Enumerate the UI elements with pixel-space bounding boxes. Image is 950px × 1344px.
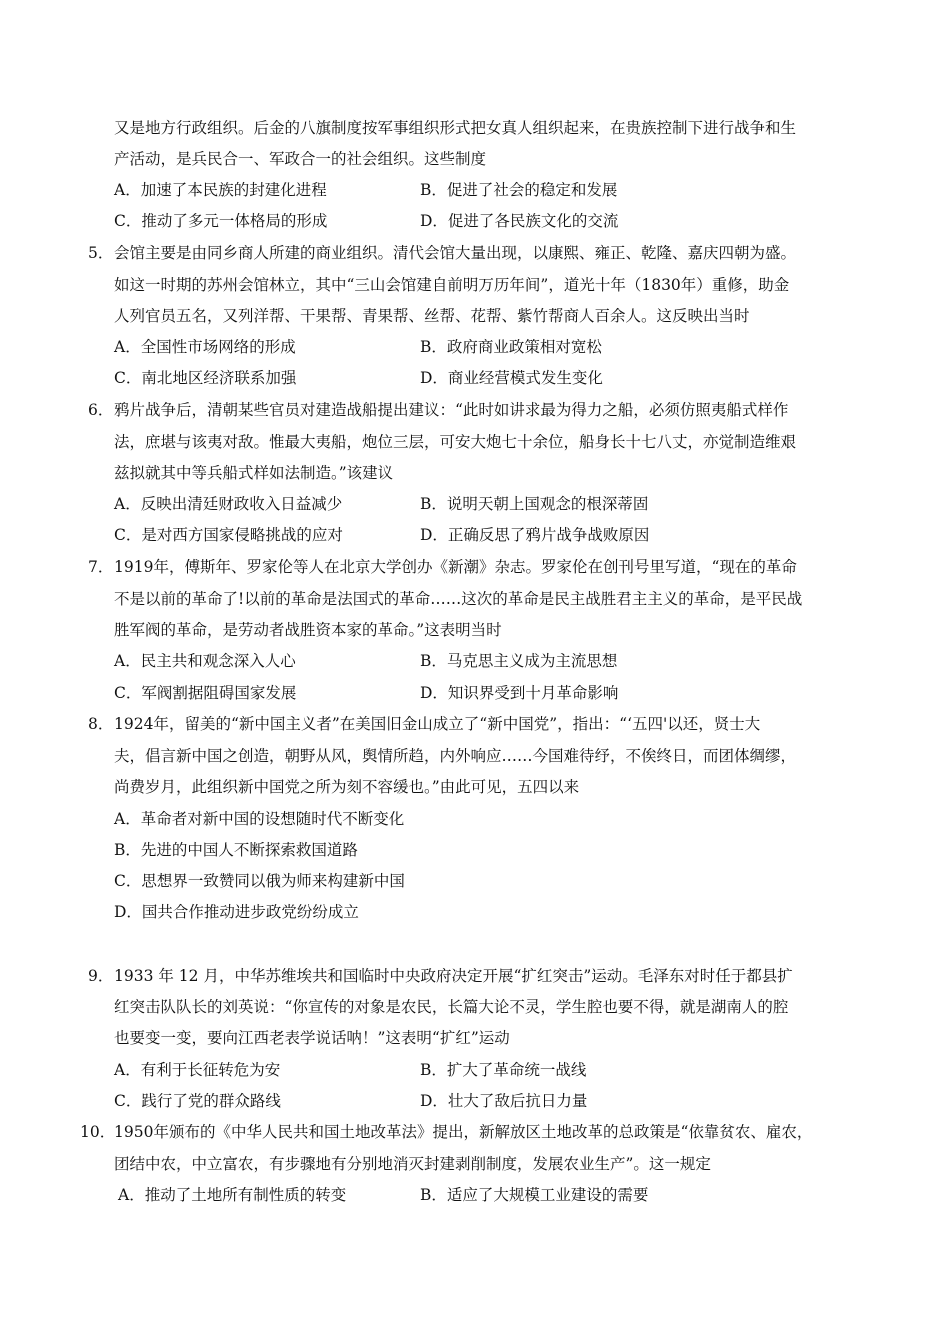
q6-option-b[interactable]: B．说明天朝上国观念的根深蒂固 bbox=[420, 495, 649, 513]
q8-line-3: 尚费岁月，此组织新中国党之所为刻不容缓也。”由此可见，五四以来 bbox=[114, 778, 580, 796]
q5-line-2: 如这一时期的苏州会馆林立，其中“三山会馆建自前明万历年间”，道光十年（1830年）重修，助金 bbox=[114, 276, 790, 294]
q7-option-b[interactable]: B．马克思主义成为主流思想 bbox=[420, 652, 618, 670]
q8-line-2: 夫，倡言新中国之创造，朝野从风，舆情所趋，内外响应……今国难待纾，不俟终日，而团体绸缪， bbox=[114, 747, 797, 765]
q9-option-b[interactable]: B．扩大了革命统一战线 bbox=[420, 1061, 587, 1079]
q10-option-b[interactable]: B．适应了大规模工业建设的需要 bbox=[420, 1186, 649, 1204]
q5-option-b[interactable]: B．政府商业政策相对宽松 bbox=[420, 338, 602, 356]
q5-line-1: 会馆主要是由同乡商人所建的商业组织。清代会馆大量出现，以康熙、雍正、乾隆、嘉庆四朝为盛。 bbox=[114, 244, 797, 262]
q10-option-a[interactable]: A．推动了土地所有制性质的转变 bbox=[118, 1186, 347, 1204]
q7-line-3: 胜军阀的革命，是劳动者战胜资本家的革命。”这表明当时 bbox=[114, 621, 502, 639]
q10-line-1: 1950年颁布的《中华人民共和国土地改革法》提出，新解放区土地改革的总政策是“依靠贫农、雇农， bbox=[114, 1123, 813, 1141]
q4-line-1: 又是地方行政组织。后金的八旗制度按军事组织形式把女真人组织起来，在贵族控制下进行战争和生 bbox=[114, 119, 797, 137]
q9-line-3: 也要变一变，要向江西老表学说话呐！”这表明“扩红”运动 bbox=[114, 1029, 510, 1047]
q10-number: 10． bbox=[80, 1123, 116, 1141]
q7-option-c[interactable]: C．军阀割据阻碍国家发展 bbox=[114, 684, 297, 702]
q7-option-d[interactable]: D．知识界受到十月革命影响 bbox=[420, 684, 619, 702]
q6-option-c[interactable]: C．是对西方国家侵略挑战的应对 bbox=[114, 526, 343, 544]
q8-option-c[interactable]: C．思想界一致赞同以俄为师来构建新中国 bbox=[114, 872, 405, 890]
q5-option-d[interactable]: D．商业经营模式发生变化 bbox=[420, 369, 603, 387]
q6-number: 6． bbox=[88, 401, 114, 419]
q9-line-2: 红突击队队长的刘英说：“你宣传的对象是农民，长篇大论不灵，学生腔也要不得，就是湖南人的腔 bbox=[114, 998, 789, 1016]
q4-option-a[interactable]: A．加速了本民族的封建化进程 bbox=[114, 181, 327, 199]
q5-option-c[interactable]: C．南北地区经济联系加强 bbox=[114, 369, 297, 387]
q4-option-d[interactable]: D．促进了各民族文化的交流 bbox=[420, 212, 619, 230]
q8-option-b[interactable]: B．先进的中国人不断探索救国道路 bbox=[114, 841, 358, 859]
q9-number: 9． bbox=[88, 967, 114, 985]
q7-line-2: 不是以前的革命了!以前的革命是法国式的革命……这次的革命是民主战胜君主主义的革命，是平民战 bbox=[114, 590, 803, 608]
q5-option-a[interactable]: A．全国性市场网络的形成 bbox=[114, 338, 296, 356]
q7-number: 7． bbox=[88, 558, 114, 576]
q6-option-a[interactable]: A．反映出清廷财政收入日益减少 bbox=[114, 495, 343, 513]
q8-line-1: 1924年，留美的“新中国主义者”在美国旧金山成立了“新中国党”，指出：“‘五四'以还，贤士大 bbox=[114, 715, 761, 733]
q4-option-b[interactable]: B．促进了社会的稳定和发展 bbox=[420, 181, 618, 199]
q9-option-d[interactable]: D．壮大了敌后抗日力量 bbox=[420, 1092, 588, 1110]
q6-line-2: 法，庶堪与该夷对敌。惟最大夷船，炮位三层，可安大炮七十余位，船身长十七八丈，亦觉制造维艰 bbox=[114, 433, 797, 451]
q9-line-1: 1933 年 12 月，中华苏维埃共和国临时中央政府决定开展“扩红突击”运动。毛泽东对时任于都县扩 bbox=[114, 967, 793, 985]
q5-number: 5． bbox=[88, 244, 114, 262]
q6-line-1: 鸦片战争后，清朝某些官员对建造战船提出建议：“此时如讲求最为得力之船，必须仿照夷船式样作 bbox=[114, 401, 789, 419]
q6-line-3: 兹拟就其中等兵船式样如法制造。”该建议 bbox=[114, 464, 394, 482]
q4-option-c[interactable]: C．推动了多元一体格局的形成 bbox=[114, 212, 328, 230]
q5-line-3: 人列官员五名，又列洋帮、干果帮、青果帮、丝帮、花帮、紫竹帮商人百余人。这反映出当时 bbox=[114, 307, 750, 325]
q10-line-2: 团结中农，中立富农，有步骤地有分别地消灭封建剥削制度，发展农业生产”。这一规定 bbox=[114, 1155, 711, 1173]
q8-number: 8． bbox=[88, 715, 114, 733]
q7-line-1: 1919年，傅斯年、罗家伦等人在北京大学创办《新潮》杂志。罗家伦在创刊号里写道，“现在的革命 bbox=[114, 558, 797, 576]
q4-line-2: 产活动，是兵民合一、军政合一的社会组织。这些制度 bbox=[114, 150, 487, 168]
q8-option-a[interactable]: A．革命者对新中国的设想随时代不断变化 bbox=[114, 810, 405, 828]
q9-option-a[interactable]: A．有利于长征转危为安 bbox=[114, 1061, 281, 1079]
q8-option-d[interactable]: D．国共合作推动进步政党纷纷成立 bbox=[114, 903, 359, 921]
q9-option-c[interactable]: C．践行了党的群众路线 bbox=[114, 1092, 281, 1110]
q6-option-d[interactable]: D．正确反思了鸦片战争战败原因 bbox=[420, 526, 650, 544]
q7-option-a[interactable]: A．民主共和观念深入人心 bbox=[114, 652, 296, 670]
